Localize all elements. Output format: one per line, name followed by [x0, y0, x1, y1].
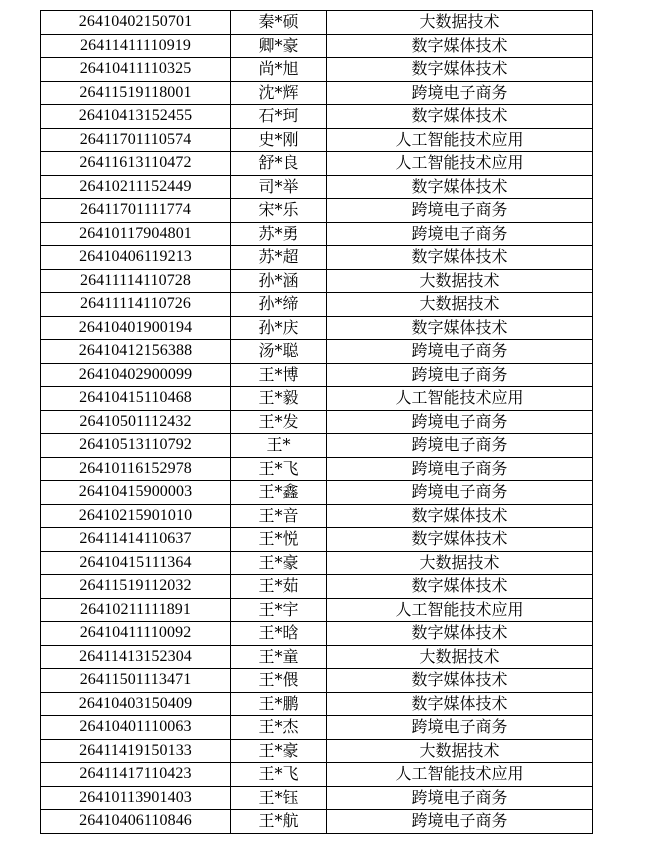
candidate-id-cell: 26410215901010: [41, 504, 231, 528]
table-row: [41, 739, 593, 763]
candidate-id-cell: 26410401900194: [41, 316, 231, 340]
table-row: [41, 175, 593, 199]
student-name-cell: 王*飞: [231, 763, 327, 787]
candidate-id-cell: 26410501112432: [41, 410, 231, 434]
table-row: [41, 763, 593, 787]
student-name-cell: 沈*辉: [231, 81, 327, 105]
major-cell: 人工智能技术应用: [327, 598, 593, 622]
table-row: [41, 128, 593, 152]
major-cell: 跨境电子商务: [327, 340, 593, 364]
student-name-cell: 王*宇: [231, 598, 327, 622]
major-cell: 跨境电子商务: [327, 81, 593, 105]
roster-body: [41, 11, 593, 834]
candidate-id-cell: 26410211152449: [41, 175, 231, 199]
student-name-cell: 王*悦: [231, 528, 327, 552]
table-row: [41, 645, 593, 669]
student-name-cell: 孙*涵: [231, 269, 327, 293]
candidate-id-cell: 26410211111891: [41, 598, 231, 622]
table-row: [41, 105, 593, 129]
student-name-cell: 王*钰: [231, 786, 327, 810]
major-cell: 跨境电子商务: [327, 222, 593, 246]
major-cell: 数字媒体技术: [327, 246, 593, 270]
major-cell: 跨境电子商务: [327, 786, 593, 810]
major-cell: 数字媒体技术: [327, 175, 593, 199]
candidate-id-cell: 26410402150701: [41, 11, 231, 35]
student-name-cell: 苏*勇: [231, 222, 327, 246]
candidate-id-cell: 26411413152304: [41, 645, 231, 669]
table-row: [41, 669, 593, 693]
candidate-id-cell: 26411414110637: [41, 528, 231, 552]
major-cell: 跨境电子商务: [327, 457, 593, 481]
candidate-id-cell: 26410412156388: [41, 340, 231, 364]
student-name-cell: 孙*庆: [231, 316, 327, 340]
candidate-id-cell: 26410117904801: [41, 222, 231, 246]
table-row: [41, 58, 593, 82]
major-cell: 人工智能技术应用: [327, 128, 593, 152]
table-row: [41, 434, 593, 458]
table-row: [41, 81, 593, 105]
candidate-id-cell: 26411501113471: [41, 669, 231, 693]
student-name-cell: 王*: [231, 434, 327, 458]
student-name-cell: 王*豪: [231, 551, 327, 575]
table-row: [41, 551, 593, 575]
table-row: [41, 481, 593, 505]
student-name-cell: 舒*良: [231, 152, 327, 176]
candidate-id-cell: 26411613110472: [41, 152, 231, 176]
candidate-id-cell: 26410513110792: [41, 434, 231, 458]
table-row: [41, 598, 593, 622]
candidate-id-cell: 26411519118001: [41, 81, 231, 105]
major-cell: 人工智能技术应用: [327, 387, 593, 411]
major-cell: 数字媒体技术: [327, 669, 593, 693]
student-name-cell: 王*音: [231, 504, 327, 528]
major-cell: 大数据技术: [327, 293, 593, 317]
student-name-cell: 王*发: [231, 410, 327, 434]
table-row: [41, 410, 593, 434]
major-cell: 跨境电子商务: [327, 410, 593, 434]
major-cell: 数字媒体技术: [327, 105, 593, 129]
student-name-cell: 孙*缔: [231, 293, 327, 317]
student-name-cell: 王*鑫: [231, 481, 327, 505]
student-name-cell: 王*飞: [231, 457, 327, 481]
student-name-cell: 苏*超: [231, 246, 327, 270]
candidate-id-cell: 26410413152455: [41, 105, 231, 129]
table-row: [41, 387, 593, 411]
table-row: [41, 11, 593, 35]
candidate-id-cell: 26410415111364: [41, 551, 231, 575]
candidate-id-cell: 26411417110423: [41, 763, 231, 787]
candidate-id-cell: 26411419150133: [41, 739, 231, 763]
candidate-id-cell: 26411114110728: [41, 269, 231, 293]
table-row: [41, 34, 593, 58]
table-row: [41, 246, 593, 270]
table-row: [41, 316, 593, 340]
student-name-cell: 王*毅: [231, 387, 327, 411]
candidate-id-cell: 26410113901403: [41, 786, 231, 810]
table-row: [41, 716, 593, 740]
student-name-cell: 宋*乐: [231, 199, 327, 223]
major-cell: 数字媒体技术: [327, 528, 593, 552]
table-row: [41, 575, 593, 599]
student-name-cell: 卿*豪: [231, 34, 327, 58]
major-cell: 数字媒体技术: [327, 316, 593, 340]
candidate-id-cell: 26410406119213: [41, 246, 231, 270]
major-cell: 大数据技术: [327, 11, 593, 35]
candidate-id-cell: 26410411110325: [41, 58, 231, 82]
student-roster-table: [40, 10, 593, 834]
candidate-id-cell: 26411701111774: [41, 199, 231, 223]
student-name-cell: 司*举: [231, 175, 327, 199]
major-cell: 跨境电子商务: [327, 810, 593, 834]
major-cell: 数字媒体技术: [327, 692, 593, 716]
major-cell: 数字媒体技术: [327, 575, 593, 599]
major-cell: 大数据技术: [327, 645, 593, 669]
candidate-id-cell: 26411519112032: [41, 575, 231, 599]
table-row: [41, 692, 593, 716]
major-cell: 跨境电子商务: [327, 434, 593, 458]
table-row: [41, 528, 593, 552]
candidate-id-cell: 26410403150409: [41, 692, 231, 716]
table-row: [41, 504, 593, 528]
major-cell: 数字媒体技术: [327, 622, 593, 646]
student-name-cell: 秦*硕: [231, 11, 327, 35]
major-cell: 跨境电子商务: [327, 481, 593, 505]
candidate-id-cell: 26410415900003: [41, 481, 231, 505]
major-cell: 跨境电子商务: [327, 716, 593, 740]
major-cell: 跨境电子商务: [327, 363, 593, 387]
candidate-id-cell: 26410401110063: [41, 716, 231, 740]
candidate-id-cell: 26410411110092: [41, 622, 231, 646]
student-name-cell: 王*豪: [231, 739, 327, 763]
table-row: [41, 293, 593, 317]
table-row: [41, 222, 593, 246]
student-name-cell: 王*偎: [231, 669, 327, 693]
candidate-id-cell: 26410116152978: [41, 457, 231, 481]
major-cell: 数字媒体技术: [327, 34, 593, 58]
student-name-cell: 王*童: [231, 645, 327, 669]
major-cell: 大数据技术: [327, 551, 593, 575]
candidate-id-cell: 26411411110919: [41, 34, 231, 58]
student-name-cell: 史*刚: [231, 128, 327, 152]
student-name-cell: 石*珂: [231, 105, 327, 129]
candidate-id-cell: 26410415110468: [41, 387, 231, 411]
major-cell: 人工智能技术应用: [327, 763, 593, 787]
student-name-cell: 王*晗: [231, 622, 327, 646]
student-name-cell: 王*博: [231, 363, 327, 387]
major-cell: 数字媒体技术: [327, 504, 593, 528]
student-name-cell: 王*茹: [231, 575, 327, 599]
table-row: [41, 269, 593, 293]
major-cell: 数字媒体技术: [327, 58, 593, 82]
major-cell: 人工智能技术应用: [327, 152, 593, 176]
candidate-id-cell: 26410406110846: [41, 810, 231, 834]
major-cell: 跨境电子商务: [327, 199, 593, 223]
student-name-cell: 王*鹏: [231, 692, 327, 716]
candidate-id-cell: 26410402900099: [41, 363, 231, 387]
table-row: [41, 340, 593, 364]
table-row: [41, 786, 593, 810]
table-row: [41, 622, 593, 646]
student-name-cell: 王*航: [231, 810, 327, 834]
candidate-id-cell: 26411701110574: [41, 128, 231, 152]
table-row: [41, 363, 593, 387]
candidate-id-cell: 26411114110726: [41, 293, 231, 317]
student-name-cell: 王*杰: [231, 716, 327, 740]
table-row: [41, 457, 593, 481]
roster-sheet: [40, 10, 592, 834]
major-cell: 大数据技术: [327, 739, 593, 763]
table-row: [41, 152, 593, 176]
table-row: [41, 199, 593, 223]
student-name-cell: 尚*旭: [231, 58, 327, 82]
student-name-cell: 汤*聪: [231, 340, 327, 364]
table-row: [41, 810, 593, 834]
major-cell: 大数据技术: [327, 269, 593, 293]
